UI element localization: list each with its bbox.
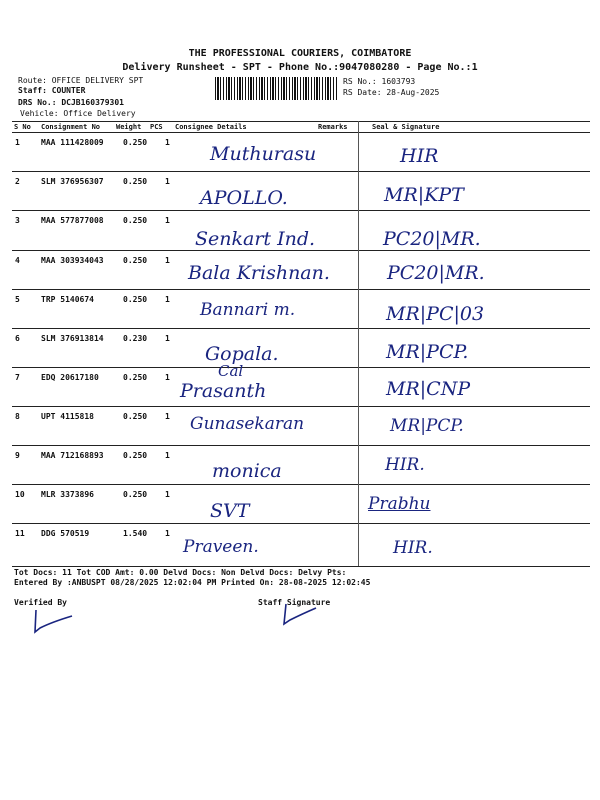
row-seal-handwriting: MR|PC|03	[386, 303, 485, 325]
row-consignee-note: Cal	[218, 362, 244, 380]
row-pcs: 1	[165, 529, 170, 538]
row-seal-handwriting: MR|KPT	[384, 184, 464, 206]
row-consignment: MAA 111428009	[41, 138, 104, 147]
document-subtitle: Delivery Runsheet - SPT - Phone No.:9047080280 - Page No.:1	[122, 62, 478, 73]
col-header-seal: Seal & Signature	[372, 123, 440, 131]
col-header-weight: Weight	[116, 123, 142, 131]
row-weight: 0.250	[123, 295, 148, 304]
row-consignee-handwriting: Senkart Ind.	[195, 228, 316, 250]
row-sno: 5	[15, 295, 20, 304]
row-consignment: SLM 376913814	[41, 334, 104, 343]
row-pcs: 1	[165, 451, 170, 460]
barcode	[215, 77, 337, 100]
row-consignee-handwriting: Prasanth	[180, 380, 267, 402]
row-consignment: MLR 3373896	[41, 490, 94, 499]
staff-signature-scribble	[280, 600, 330, 630]
row-consignee-handwriting: Bala Krishnan.	[188, 262, 330, 284]
row-weight: 0.250	[123, 256, 148, 265]
row-seal-handwriting: HIR.	[385, 455, 425, 475]
row-consignment: EDQ 20617180	[41, 373, 99, 382]
row-pcs: 1	[165, 373, 170, 382]
vehicle-label: Vehicle: Office Delivery	[20, 109, 136, 118]
row-seal-handwriting: MR|PCP.	[390, 416, 464, 436]
row-consignee-handwriting: SVT	[210, 500, 250, 522]
row-consignee-handwriting: Muthurasu	[210, 143, 317, 165]
row-sno: 9	[15, 451, 20, 460]
drs-number: DRS No.: DCJB160379301	[18, 98, 124, 107]
row-pcs: 1	[165, 412, 170, 421]
row-weight: 0.250	[123, 177, 148, 186]
row-pcs: 1	[165, 256, 170, 265]
row-consignee-handwriting: Praveen.	[183, 537, 259, 557]
row-consignee-handwriting: APOLLO.	[200, 187, 288, 209]
rs-date: RS Date: 28-Aug-2025	[343, 88, 440, 97]
row-seal-handwriting: Prabhu	[368, 494, 431, 514]
row-weight: 0.250	[123, 451, 148, 460]
row-sno: 6	[15, 334, 20, 343]
row-seal-handwriting: PC20|MR.	[387, 262, 485, 284]
row-seal-handwriting: PC20|MR.	[383, 228, 481, 250]
totals-line: Tot Docs: 11 Tot COD Amt: 0.00 Delvd Docs: Non Delvd Docs: Delvy Pts:	[14, 568, 347, 577]
row-consignee-handwriting: Gunasekaran	[190, 414, 305, 434]
row-weight: 0.250	[123, 138, 148, 147]
row-consignment: SLM 376956307	[41, 177, 104, 186]
row-weight: 0.250	[123, 412, 148, 421]
row-sno: 7	[15, 373, 20, 382]
row-sno: 8	[15, 412, 20, 421]
row-consignment: MAA 303934043	[41, 256, 104, 265]
row-sno: 10	[15, 490, 25, 499]
row-sno: 1	[15, 138, 20, 147]
row-weight: 0.250	[123, 216, 148, 225]
row-consignee-handwriting: Gopala.	[205, 343, 279, 365]
row-consignee-handwriting: Bannari m.	[200, 300, 296, 320]
col-header-remarks: Remarks	[318, 123, 348, 131]
row-consignment: TRP 5140674	[41, 295, 94, 304]
row-consignee-handwriting: monica	[212, 460, 282, 482]
row-weight: 0.250	[123, 373, 148, 382]
row-pcs: 1	[165, 334, 170, 343]
row-weight: 0.250	[123, 490, 148, 499]
row-pcs: 1	[165, 295, 170, 304]
row-weight: 1.540	[123, 529, 148, 538]
row-pcs: 1	[165, 177, 170, 186]
rs-number: RS No.: 1603793	[343, 77, 416, 86]
row-consignment: MAA 712168893	[41, 451, 104, 460]
row-seal-handwriting: MR|PCP.	[386, 341, 469, 363]
staff-label: Staff: COUNTER	[18, 86, 86, 95]
row-seal-handwriting: HIR.	[393, 538, 433, 558]
col-header-consignment: Consignment No	[41, 123, 101, 131]
row-consignment: DDG 570519	[41, 529, 90, 538]
row-pcs: 1	[165, 490, 170, 499]
row-consignment: MAA 577877008	[41, 216, 104, 225]
row-weight: 0.230	[123, 334, 148, 343]
col-header-sno: S No	[14, 123, 31, 131]
row-seal-handwriting: MR|CNP	[386, 378, 471, 400]
verified-signature-scribble	[30, 606, 80, 636]
verified-by-label: Verified By	[14, 598, 67, 607]
row-pcs: 1	[165, 216, 170, 225]
row-consignment: UPT 4115818	[41, 412, 94, 421]
col-header-consignee: Consignee Details	[175, 123, 247, 131]
document-title: THE PROFESSIONAL COURIERS, COIMBATORE	[188, 48, 412, 59]
row-sno: 11	[15, 529, 25, 538]
row-sno: 4	[15, 256, 20, 265]
route-label: Route: OFFICE DELIVERY SPT	[18, 76, 144, 85]
row-sno: 3	[15, 216, 20, 225]
entered-by-line: Entered By :ANBUSPT 08/28/2025 12:02:04 PM Printed On: 28-08-2025 12:02:45	[14, 578, 371, 587]
row-seal-handwriting: HIR	[400, 145, 439, 167]
col-header-pcs: PCS	[150, 123, 163, 131]
staff-signature-label: Staff Signature	[258, 598, 331, 607]
row-sno: 2	[15, 177, 20, 186]
row-pcs: 1	[165, 138, 170, 147]
